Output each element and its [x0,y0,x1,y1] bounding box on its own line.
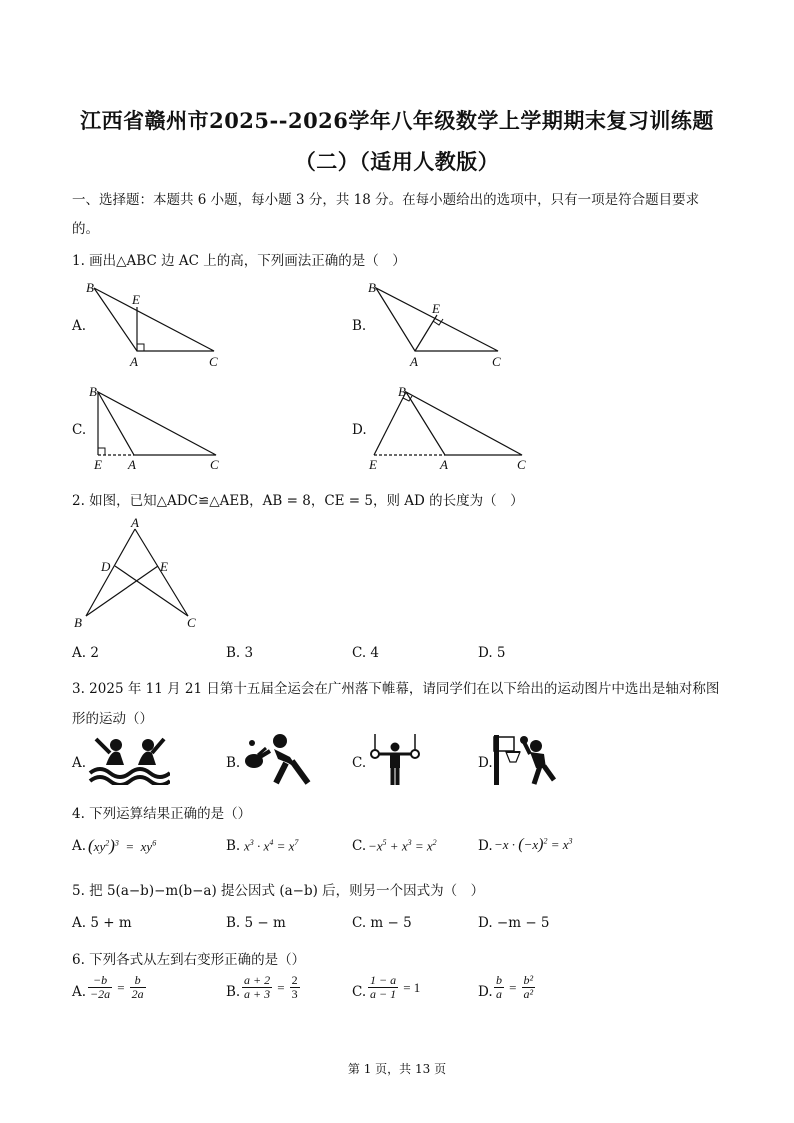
q1-option-b-figure [362,278,512,370]
question-1-stem: 1. 画出△ABC 边 AC 上的高，下列画法正确的是（ ） [72,253,406,269]
q1d-label-b: B [398,384,406,399]
q6a-den2: 2a [131,987,144,1001]
q6c-rhs: = 1 [403,980,421,995]
q1b-label-c: C [492,354,501,369]
q6-option-b-label: B. [226,984,241,1000]
synchronized-swimming-icon [88,735,170,785]
q1-option-a-label: A. [72,318,87,334]
q1a-label-c: C [209,354,218,369]
q4-option-a-expr: $(xy^2)^3 = xy^6$ [88,836,157,855]
page-title: 江西省赣州市2025--2026学年八年级数学上学期期末复习训练题 [80,108,714,133]
page-subtitle: （二）（适用人教版） [294,149,500,174]
section-heading-line2: 的。 [72,221,99,237]
q6b-den1: a + 3 [244,987,271,1001]
q1a-label-b: B [86,280,94,295]
q2-option-b: B. 3 [226,645,254,661]
q2-label-d: D [101,559,111,574]
q3-option-d-label: D. [478,755,493,771]
q6-option-c-expr [368,974,420,1001]
table-tennis-icon [240,733,312,787]
q6-option-a-expr: $\frac{-b}{-2a}$ = $\frac{b}{2a}$ [90,973,144,1001]
q1d-label-e: E [369,457,377,472]
q6-option-d-expr: $\frac{b}{a}$ = $\frac{\text{b²}}{\text{a²}}$ [496,973,534,1001]
q6b-num1: a + 2 [244,973,271,987]
q6-option-b-expr: $\frac{a + 2}{a + 3}$ = $\frac{2}{3}$ [244,973,298,1001]
q6a-num1: −b [88,974,112,988]
q6d-den2: a² [523,987,534,1001]
q6-option-c-label: C. [352,984,367,1000]
q3-option-b-label: B. [226,755,241,771]
q5-option-b: B. 5 − m [226,915,286,931]
q2-option-c: C. 4 [352,645,380,661]
q2-label-b: B [74,615,82,630]
q3-option-a-label: A. [72,755,87,771]
q1-option-d-figure [362,380,537,472]
q6-option-a-label: A. [72,984,87,1000]
q2-label-a: A [131,515,139,530]
gymnastics-rings-icon [366,732,424,788]
question-3-stem-line2: 形的运动（） [72,711,153,727]
q4-option-b-label: B. [226,838,241,854]
q1d-label-c: C [517,457,526,472]
q6d-num2: b² [523,973,534,987]
section-heading-line1: 一、选择题：本题共 6 小题，每小题 3 分，共 18 分。在每小题给出的选项中，只有一项是符合题目要求 [72,192,700,208]
q1-option-c-figure [82,380,232,472]
question-4-stem: 4. 下列运算结果正确的是（） [72,806,252,822]
q1b-label-a: A [410,354,418,369]
q6c-num1: 1 − a [370,973,397,987]
q6b-num2: 2 [291,973,298,987]
q4-option-d-label: D. [478,838,493,854]
question-5-stem: 5. 把 5(a−b)−m(b−a) 提公因式 (a−b) 后，则另一个因式为（ ） [72,883,485,899]
q3-option-c-label: C. [352,755,367,771]
q6a-num2: b [130,974,146,988]
question-6-stem: 6. 下列各式从左到右变形正确的是（） [72,952,306,968]
q1a-label-a: A [130,354,138,369]
q6a-den1: −2a [90,987,111,1001]
q4-option-c-expr: $-x^5 + x^3 = x^2$ [368,838,437,854]
q2-label-e: E [160,559,168,574]
q5-option-d: D. −m − 5 [478,915,550,931]
q6-option-d-label: D. [478,984,493,1000]
q1-option-c-label: C. [72,422,87,438]
q1c-label-e: E [94,457,102,472]
q1c-label-b: B [89,384,97,399]
q5-option-c: C. m − 5 [352,915,412,931]
q4-option-c-label: C. [352,838,367,854]
q1-option-d-label: D. [352,422,367,438]
question-2-stem: 2. 如图，已知△ADC≌△AEB，AB = 8，CE = 5，则 AD 的长度为（ ） [72,493,524,509]
q4-option-a-label: A. [72,838,87,854]
q6d-num1: b [496,973,502,987]
q2-label-c: C [187,615,196,630]
q4-option-b-expr: $x^3 \cdot x^4 = x^7$ [244,838,299,854]
q2-figure [70,515,210,633]
q1d-label-a: A [440,457,448,472]
basketball-icon [490,732,562,788]
q1-option-b-label: B. [352,318,367,334]
q2-option-a: A. 2 [72,645,99,661]
page-footer: 第 1 页，共 13 页 [347,1062,447,1076]
q6c-den1: a − 1 [370,987,397,1001]
q1b-label-e: E [432,301,440,316]
q1b-label-b: B [368,280,376,295]
q1c-label-a: A [128,457,136,472]
q4-option-d-expr: $-x \cdot (-x)^2 = x^3$ [494,836,573,853]
q6b-den2: 3 [291,987,298,1001]
question-3-stem-line1: 3. 2025 年 11 月 21 日第十五届全运会在广州落下帷幕，请同学们在以下给出的运动图片中选出是轴对称图 [72,681,720,697]
q1a-label-e: E [132,292,140,307]
q5-option-a: A. 5 + m [72,915,132,931]
q1c-label-c: C [210,457,219,472]
q1-option-a-figure [82,278,232,370]
q6d-den1: a [496,987,502,1001]
q2-option-d: D. 5 [478,645,506,661]
